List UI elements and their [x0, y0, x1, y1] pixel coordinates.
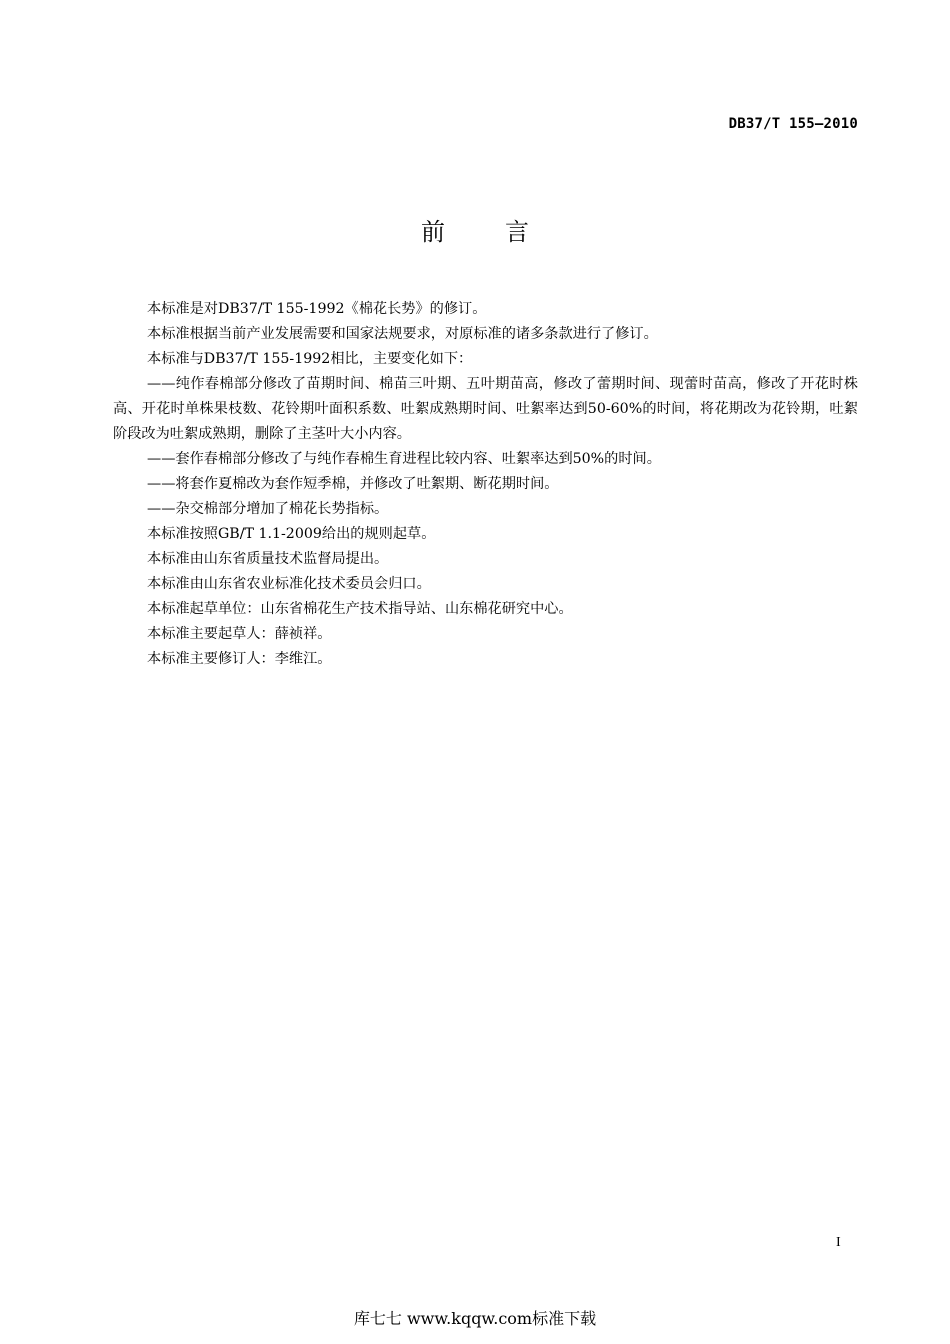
paragraph: ——纯作春棉部分修改了苗期时间、棉苗三叶期、五叶期苗高，修改了蕾期时间、现蕾时苗高，修改了开花时株高、开花时单株果枝数、花铃期叶面积系数、吐絮成熟期时间、吐絮率达到50-60%的时间，将花期改为花铃期，吐絮阶段改为吐絮成熟期，删除了主茎叶大小内容。 [113, 376, 858, 442]
paragraph: 本标准主要起草人：薛祯祥。 [147, 626, 332, 642]
paragraph: 本标准由山东省质量技术监督局提出。 [147, 551, 389, 567]
paragraph: ——杂交棉部分增加了棉花长势指标。 [147, 501, 389, 517]
page-title: 前言 [421, 218, 589, 246]
paragraph: 本标准根据当前产业发展需要和国家法规要求，对原标准的诸多条款进行了修订。 [147, 326, 658, 342]
document-code: DB37/T 155—2010 [728, 116, 858, 132]
paragraph: 本标准主要修订人：李维江。 [147, 651, 332, 667]
paragraph: ——将套作夏棉改为套作短季棉，并修改了吐絮期、断花期时间。 [147, 476, 559, 492]
preface-body [113, 297, 858, 672]
paragraph: 本标准是对DB37/T 155-1992《棉花长势》的修订。 [147, 301, 487, 317]
paragraph: 本标准按照GB/T 1.1-2009给出的规则起草。 [147, 526, 436, 542]
page-number: I [836, 1235, 841, 1250]
footer-watermark: 库七七 www.kqqw.com标准下载 [353, 1309, 597, 1328]
paragraph: 本标准与DB37/T 155-1992相比，主要变化如下： [147, 351, 473, 367]
paragraph: ——套作春棉部分修改了与纯作春棉生育进程比较内容、吐絮率达到50%的时间。 [147, 451, 661, 467]
paragraph: 本标准起草单位：山东省棉花生产技术指导站、山东棉花研究中心。 [147, 601, 573, 617]
paragraph: 本标准由山东省农业标准化技术委员会归口。 [147, 576, 431, 592]
